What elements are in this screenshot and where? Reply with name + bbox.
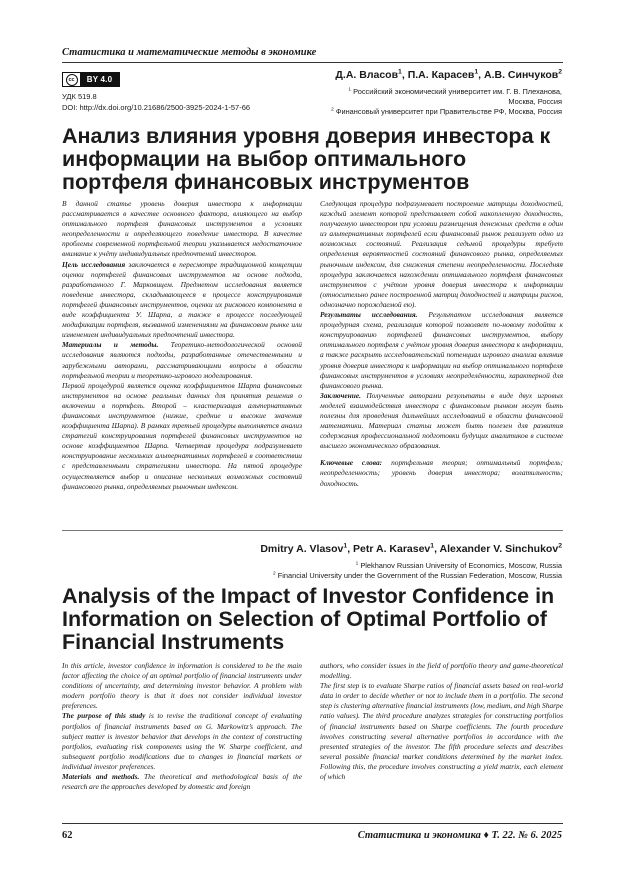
author: Petr A. Karasev$^1$, — [353, 542, 440, 555]
affiliation-en-1: $^1$ Plekhanov Russian University of Economics, Moscow, Russia — [355, 561, 562, 570]
author: Dmitry A. Vlasov$^1$, — [260, 542, 354, 555]
article-title-ru: Анализ влияния уровня доверия инвестора к информации на выбор оптимального портфеля финансовых инструментов — [62, 124, 551, 194]
abstract-paragraph: Materials and methods. The theoretical and methodological basis of the research are the approaches developed by domestic and foreign — [62, 772, 302, 792]
abstract-paragraph: Цель исследования заключается в пересмотре традиционной концепции оценки портфелей финансовых инструментов на основе подхода, разработанного Г. Марковицем. Предметом исследования является поведение инвестора, складывающееся в процессе конструирования портфелей финансовых инструментов, оценки их рискового компонента в виде коэффициента У. Шарпа, а также в процессе последующей модификации портфеля, вызванной изменениями на финансовом рынке или изменением индивидуальных предпочтений инвестора. — [62, 259, 302, 340]
affiliation-ru-2: $^2$ Финансовый университет при Правительстве РФ, Москва, Россия — [331, 107, 562, 116]
udk-doi-block — [62, 91, 250, 113]
article-title-en: Analysis of the Impact of Investor Confidence in Information on Selection of Optimal Portfolio of Financial Instruments — [62, 584, 555, 654]
authors-en — [260, 543, 562, 555]
section-divider — [62, 530, 563, 531]
header-divider — [62, 62, 563, 63]
abstract-paragraph: В данной статье уровень доверия инвестора к информации рассматривается в качестве основного фактора, влияющего на выбор оптимального портфеля финансовых инструментов в условиях неопределенности и определяющего поведение инвестора. В качестве проблемы современной портфельной теории указывается недостаточное внимание к учёту индивидуальных предпочтений инвесторов. — [62, 199, 302, 259]
abstract-paragraph: Следующая процедура подразумевает построение матрицы доходностей, каждый элемент которой представляет собой накопленную доходность, получаемую инвестором при условии размещения денежных средств в один из альтернативных портфелей если финансовый рынок реализует одно из возможных состояний. Реализация седьмой процедуры требует определения вероятностей состояний финансового рынка, определяемых рыночным индексом, для снижения степени неопределенности. Последняя процедура заключается нахождении оптимального портфеля финансовых инструментов с учётом уровня доверия инвестора к информации (относительно ранее построенной матриц доходностей и матрицы рисков, однозначно порождаемой ею). — [320, 199, 563, 309]
abstract-ru-right-column — [320, 199, 563, 489]
affiliation-ru-1: $^1$ Российский экономический университет им. Г. В. Плеханова, Москва, Россия — [348, 87, 562, 106]
abstract-paragraph: authors, who consider issues in the field of portfolio theory and game-theoretical modelling. — [320, 661, 563, 681]
abstract-paragraph: Первой процедурой является оценка коэффициентов Шарпа финансовых инструментов на основе реальных данных для принятия решения о включении в портфель. Второй – кластеризация альтернативных финансовых инструментов (низкие, средние и высокие значения коэффициента Шарпа). В рамках третьей процедуры выполняется анализ стратегий конструирования портфелей финансовых инструментов на основе коэффициентов Шарпа. Четвертая процедура подразумевает конструирование нескольких альтернативных портфелей в соответствии с представленными стратегиями инвестора. На пятой процедуре осуществляется выбор и описание нескольких возможных состояний финансового рынка, определяемых рыночным индексом. — [62, 380, 302, 491]
abstract-paragraph: Материалы и методы. Теоретико-методологической основой исследования являются подходы, разработанные отечественными и зарубежными авторами, рассматривающими вопросы в области портфельной теории и теоретико-игрового моделирования. — [62, 340, 302, 380]
abstract-paragraph: Результаты исследования. Результатом исследования является процедурная схема, реализация которой позволяет по-новому подойти к конструированию портфелей финансовых инструментов, выбору оптимального портфеля с учётом уровня доверия инвестора к информации, а также раскрыть исследовательский потенциал игрового анализа влияния уровня доверия инвестора к информации на выбор оптимального портфеля финансовых инструментов в условиях неопределённости, характерной для финансового рынка. — [320, 310, 563, 390]
footer-divider — [62, 823, 563, 824]
abstract-en-right-column — [320, 661, 563, 782]
keywords-ru: Ключевые слова: портфельная теория; оптимальный портфель; неопределенность; уровень доверия инвестора; волатильность; доходность. — [320, 458, 563, 488]
journal-section-header: Статистика и математические методы в экономике — [62, 47, 317, 58]
affiliation-en-2: $^2$ Financial University under the Government of the Russian Federation, Moscow, Russia — [273, 571, 562, 580]
author: П.А. Карасев$^1$, — [407, 68, 484, 81]
author: А.В. Синчуков$^2$ — [483, 68, 562, 81]
abstract-paragraph: Заключение. Полученные авторами результаты в виде двух игровых моделей взаимодействия инвестора с финансовым рынком могут быть полезны для проведения дальнейших исследований в области финансовой математики. Материал статьи может быть полезен для развития содержания профессиональной подготовки будущих аналитиков в системе высшего экономического образования. — [320, 390, 563, 451]
authors-ru — [335, 69, 562, 81]
abstract-paragraph: The purpose of this study is to revise the traditional concept of evaluating portfolios of financial instruments based on G. Markowitz’s approach. The subject matter is investor behavior that develops in the context of constructing portfolios, evaluating risk components using the W. Sharpe coefficient, and subsequent portfolio modifications due to changes in financial markets or individual investor preferences. — [62, 711, 302, 771]
abstract-en-left-column — [62, 661, 302, 792]
doi: DOI: http://dx.doi.org/10.21686/2500-3925-2024-1-57-66 — [62, 103, 251, 112]
author: Alexander V. Sinchukov$^2$ — [439, 542, 562, 555]
page-number: 62 — [62, 830, 73, 841]
udk: УДК 519.8 — [62, 92, 97, 101]
creative-commons-icon: cc — [63, 73, 80, 86]
footer-journal-info: Статистика и экономика ♦ Т. 22. № 6. 2025 — [357, 830, 562, 841]
cc-license-badge[interactable] — [62, 72, 120, 87]
cc-by-label: BY 4.0 — [80, 73, 119, 86]
abstract-paragraph: The first step is to evaluate Sharpe ratios of financial assets based on real-world data in order to decide whether or not to include them in a portfolio. The second step is clustering alternative financial instruments (low, medium, and high Sharpe ratio values). The third procedure analyzes strategies for constructing portfolios of financial instruments based on Sharpe coefficients. The fourth procedure involves constructing several alternative portfolios in accordance with the presented strategies of the investor. The fifth procedure selects and describes several possible financial market conditions determined by the market index. Following this, the procedure involves constructing a yield matrix, each element of which — [320, 681, 563, 782]
author: Д.А. Власов$^1$, — [335, 68, 408, 81]
abstract-ru-left-column — [62, 199, 302, 492]
abstract-paragraph: In this article, investor confidence in information is considered to be the main factor affecting the choice of an optimal portfolio of financial instruments under conditions of uncertainty, and determining investor behavior. A problem with modern portfolio theory is that it does not consider individual investor preferences. — [62, 661, 302, 711]
